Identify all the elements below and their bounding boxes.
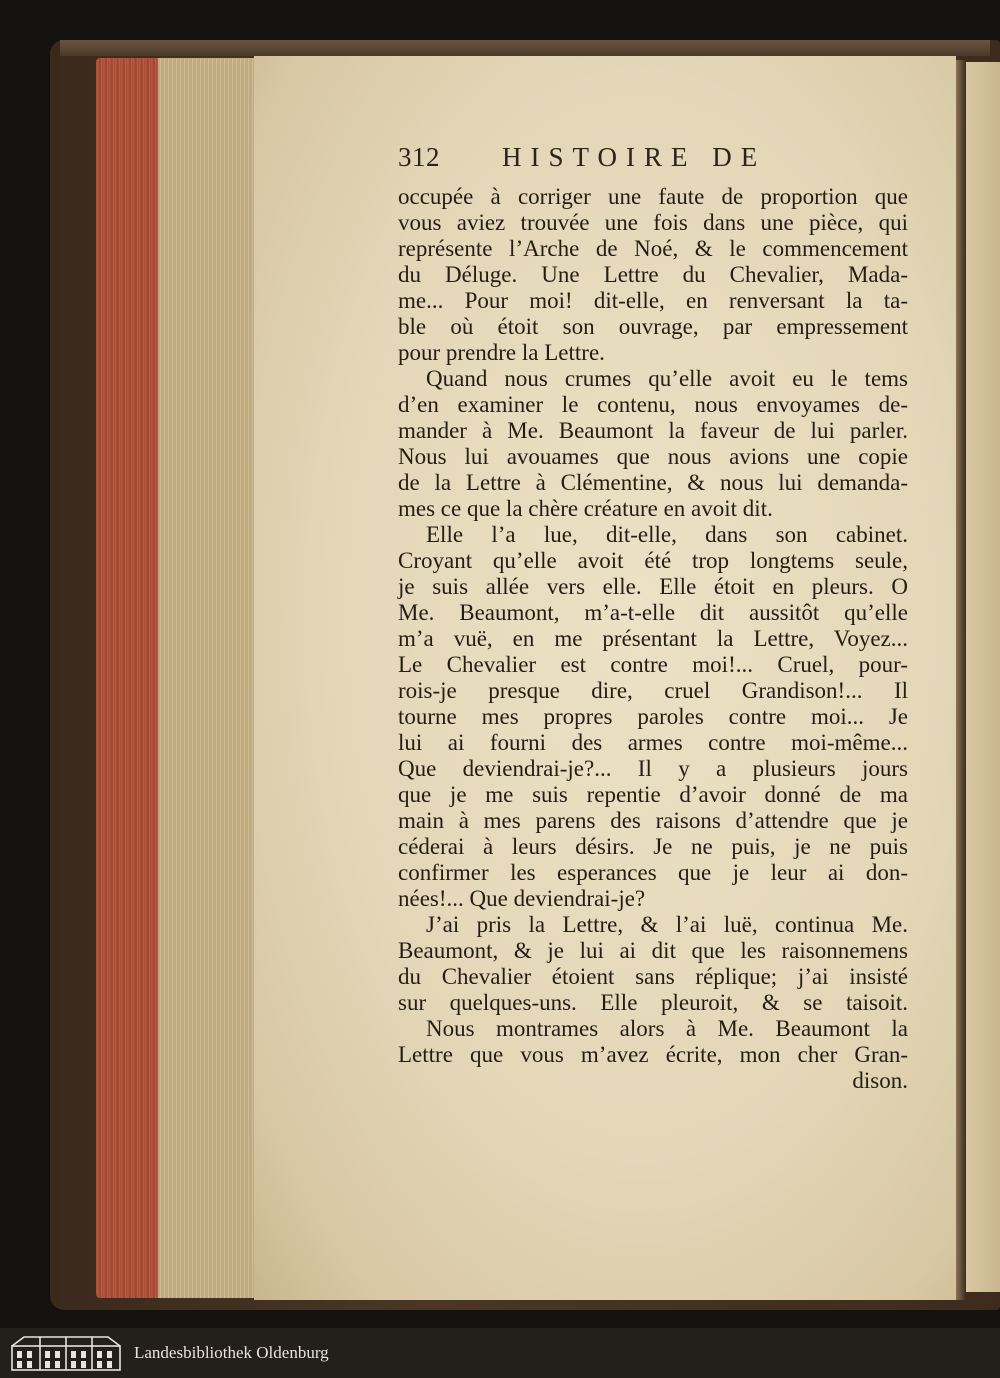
text-line: J’ai pris la Lettre, & l’ai luë, continua Me. bbox=[426, 912, 908, 937]
text-line: ble où étoit son ouvrage, par empressement bbox=[398, 314, 908, 339]
text-line: que je me suis repentie d’avoir donné de ma bbox=[398, 782, 908, 807]
footer-bar bbox=[0, 1328, 1000, 1378]
text-line: mes ce que la chère créature en avoit dit. bbox=[398, 496, 773, 521]
text-line: Quand nous crumes qu’elle avoit eu le tems bbox=[426, 366, 908, 391]
text-line: me... Pour moi! dit-elle, en renversant la ta- bbox=[398, 288, 908, 313]
red-page-edge bbox=[96, 58, 158, 1298]
text-line: Lettre que vous m’avez écrite, mon cher Gran- bbox=[398, 1042, 908, 1067]
text-line: tourne mes propres paroles contre moi... Je bbox=[398, 704, 908, 729]
running-title: HISTOIRE DE bbox=[502, 142, 767, 172]
page-gutter bbox=[956, 60, 966, 1300]
text-line: céderai à leurs désirs. Je ne puis, je ne puis bbox=[398, 834, 908, 859]
text-line: je suis allée vers elle. Elle étoit en pleurs. O bbox=[398, 574, 908, 599]
page-leaf-edges bbox=[158, 58, 254, 1298]
text-line: rois-je presque dire, cruel Grandison!... Il bbox=[398, 678, 908, 703]
text-line: d’en examiner le contenu, nous envoyames de- bbox=[398, 392, 908, 417]
text-line: Nous montrames alors à Me. Beaumont la bbox=[426, 1016, 908, 1041]
text-line: nées!... Que deviendrai-je? bbox=[398, 886, 646, 911]
text-line: de la Lettre à Clémentine, & nous lui demanda- bbox=[398, 470, 908, 495]
facing-page-edge bbox=[966, 62, 1000, 1292]
text-line: occupée à corriger une faute de proportion que bbox=[398, 184, 908, 209]
text-line: représente l’Arche de Noé, & le commencement bbox=[398, 236, 908, 261]
text-line: vous aviez trouvée une fois dans une pièce, qui bbox=[398, 210, 908, 235]
text-line: confirmer les esperances que je leur ai don- bbox=[398, 860, 908, 885]
body-text bbox=[398, 184, 908, 1094]
text-line: mander à Me. Beaumont la faveur de lui parler. bbox=[398, 418, 908, 443]
catchword: dison. bbox=[852, 1068, 908, 1093]
page-number: 312 bbox=[398, 142, 440, 172]
text-line: Nous lui avouames que nous avions une copie bbox=[398, 444, 908, 469]
library-name: Landesbibliothek Oldenburg bbox=[134, 1343, 329, 1362]
text-line: Croyant qu’elle avoit été trop longtems seule, bbox=[398, 548, 908, 573]
text-line: Elle l’a lue, dit-elle, dans son cabinet. bbox=[426, 522, 908, 547]
text-line: du Chevalier étoient sans réplique; j’ai insisté bbox=[398, 964, 908, 989]
text-line: Beaumont, & je lui ai dit que les raisonnemens bbox=[398, 938, 908, 963]
library-building-icon bbox=[10, 1334, 122, 1372]
book-cover-top-edge bbox=[60, 40, 990, 56]
running-head bbox=[398, 142, 918, 173]
text-line: Que deviendrai-je?... Il y a plusieurs jours bbox=[398, 756, 908, 781]
text-line: Me. Beaumont, m’a-t-elle dit aussitôt qu’elle bbox=[398, 600, 908, 625]
text-line: m’a vuë, en me présentant la Lettre, Voyez... bbox=[398, 626, 908, 651]
text-line: sur quelques-uns. Elle pleuroit, & se taisoit. bbox=[398, 990, 908, 1015]
text-line: Le Chevalier est contre moi!... Cruel, pour- bbox=[398, 652, 908, 677]
text-line: pour prendre la Lettre. bbox=[398, 340, 605, 365]
text-line: lui ai fourni des armes contre moi-même... bbox=[398, 730, 908, 755]
text-line: du Déluge. Une Lettre du Chevalier, Mada- bbox=[398, 262, 908, 287]
text-line: main à mes parens des raisons d’attendre que je bbox=[398, 808, 908, 833]
